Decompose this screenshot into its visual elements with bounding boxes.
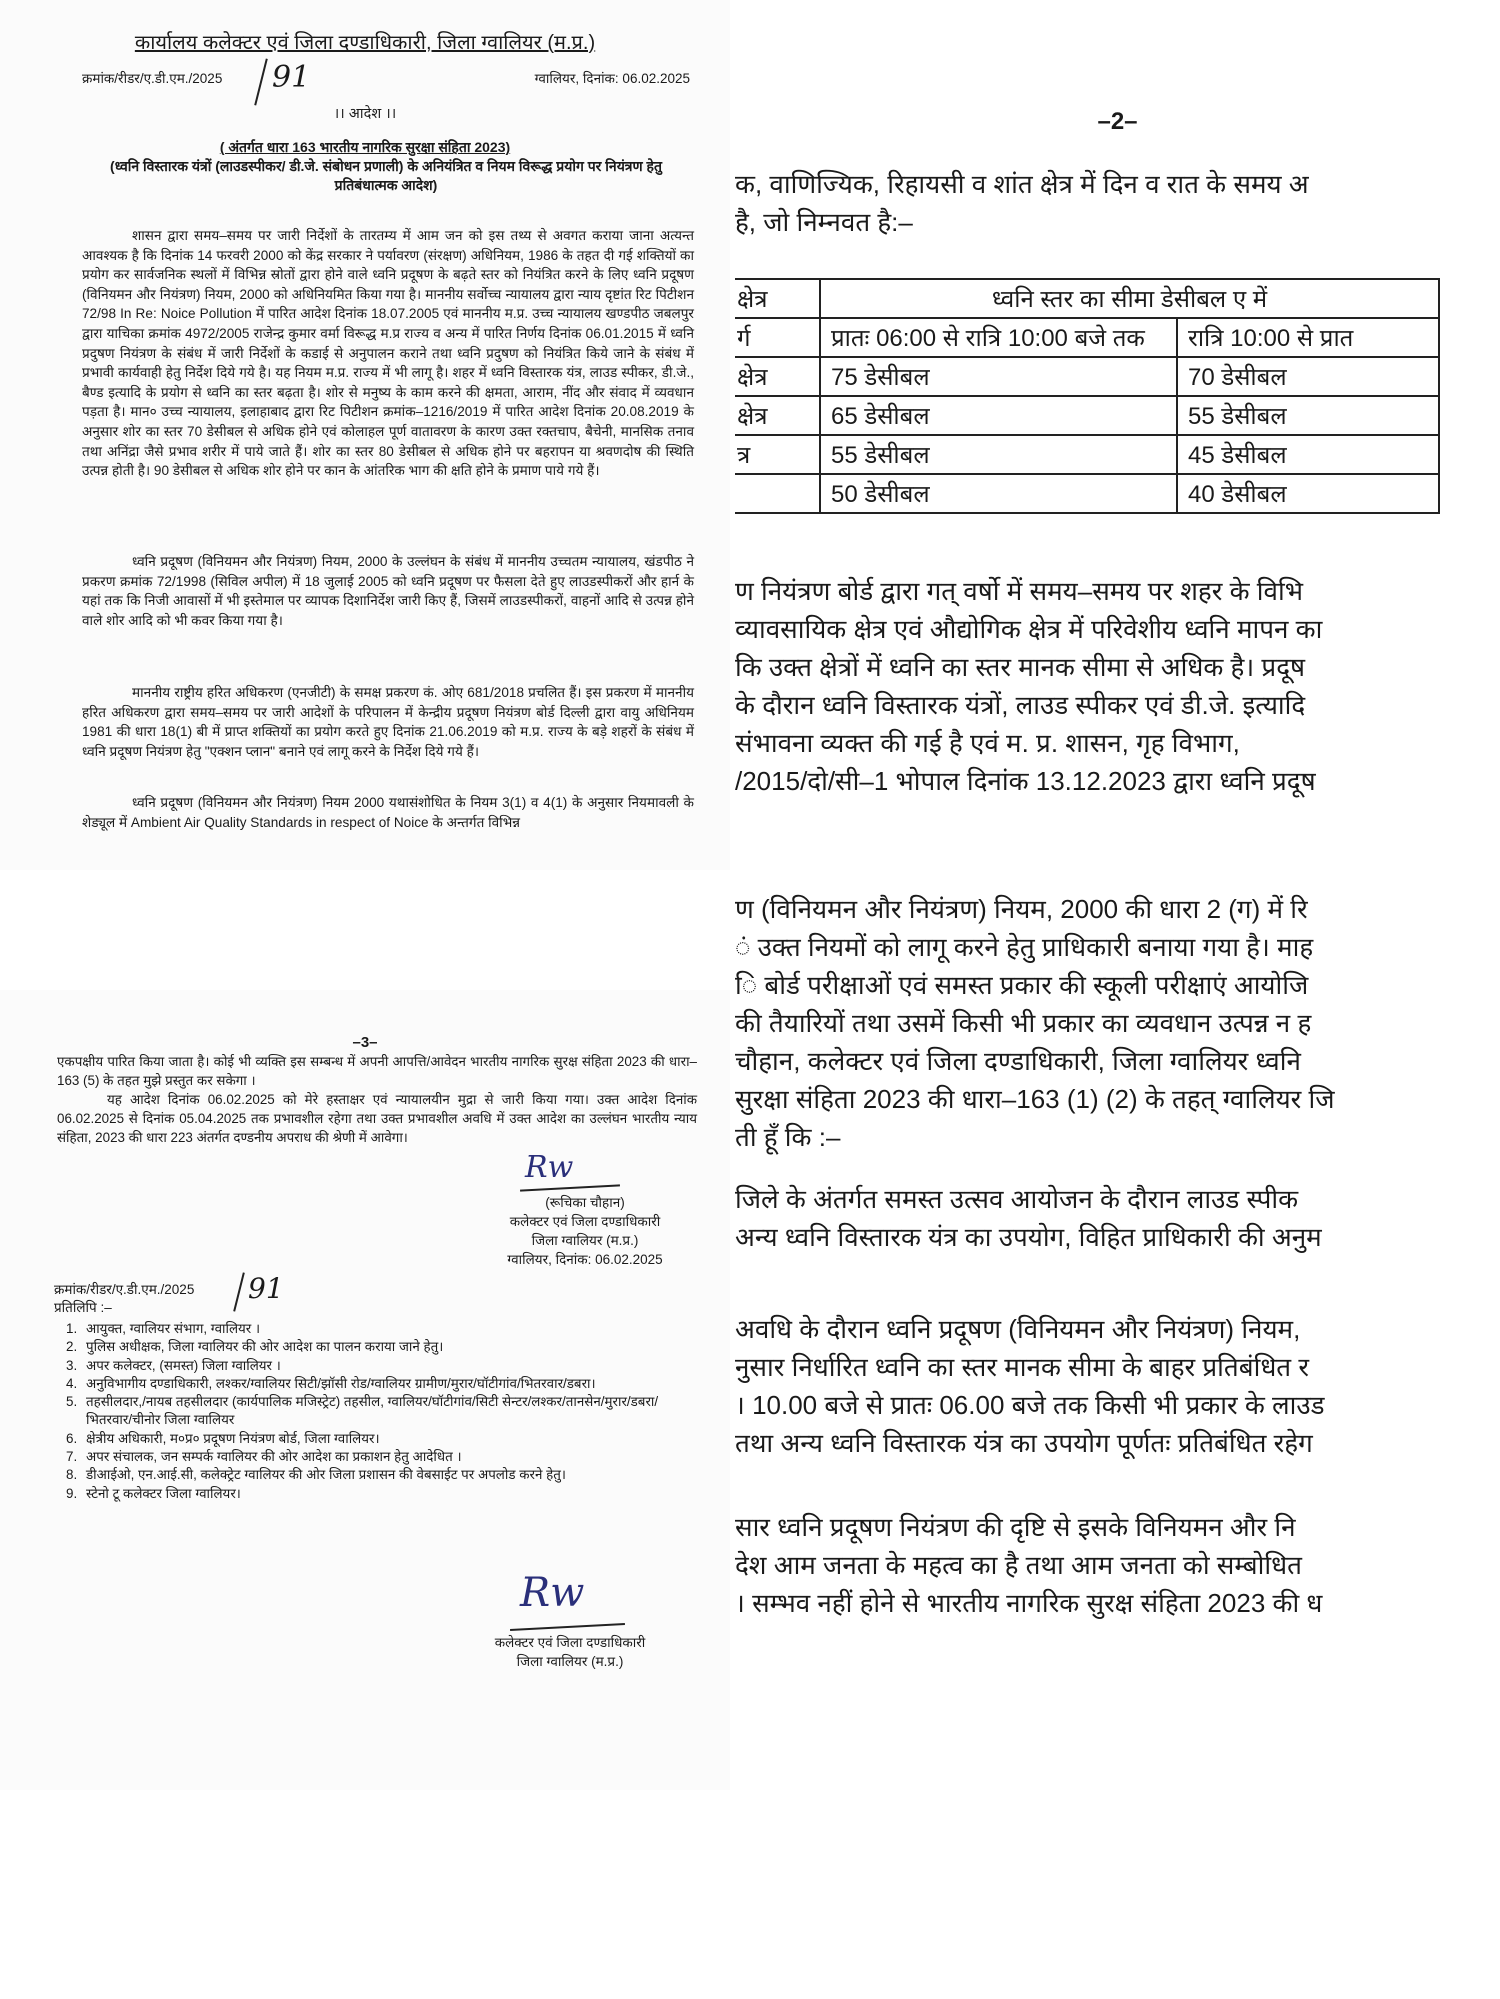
item-number: 4. xyxy=(66,1375,78,1391)
zone-header-2: र्ग xyxy=(735,318,820,357)
item-number: 6. xyxy=(66,1430,78,1446)
day-cell: 55 डेसीबल xyxy=(820,435,1177,474)
reference-slash xyxy=(254,58,268,105)
signatory-date: ग्वालियर, दिनांक: 06.02.2025 xyxy=(507,1252,663,1267)
table-row xyxy=(735,357,1439,396)
line: सार ध्वनि प्रदूषण नियंत्रण की दृष्टि से इसके विनियमन और नि xyxy=(735,1512,1296,1542)
order-heading: ।। आदेश ।। xyxy=(333,106,397,122)
place-date: ग्वालियर, दिनांक: 06.02.2025 xyxy=(534,71,690,86)
item-text: अनुविभागीय दण्डाधिकारी, लश्कर/ग्वालियर सिटी/झॉसी रोड/ग्वालियर ग्रामीण/मुरार/घॉटीगांव/भितरवार/डबरा। xyxy=(86,1375,596,1391)
item-text: अपर कलेक्टर, (समस्त) जिला ग्वालियर । xyxy=(86,1357,281,1373)
list-item xyxy=(66,1466,691,1484)
list-item xyxy=(66,1393,691,1430)
day-cell: 65 डेसीबल xyxy=(820,396,1177,435)
list-item xyxy=(66,1485,691,1503)
page-2 xyxy=(735,0,1500,1999)
item-number: 1. xyxy=(66,1321,78,1336)
night-header: रात्रि 10:00 से प्रात xyxy=(1177,318,1439,357)
signatory-block xyxy=(470,1193,700,1269)
line: ण (विनियमन और नियंत्रण) नियम, 2000 की धारा 2 (ग) में रि xyxy=(735,894,1308,924)
line: व्यावसायिक क्षेत्र एवं औद्योगिक क्षेत्र में परिवेशीय ध्वनि मापन का xyxy=(735,614,1323,644)
paragraph-3: माननीय राष्ट्रीय हरित अधिकरण (एनजीटी) के समक्ष प्रकरण कं. ओए 681/2018 प्रचलित हैं। इस प्रकरण में माननीय हरित अधिकरण द्वारा समय–समय पर जारी आदेशों के परिपालन में केन्द्रीय प्रदूषण नियंत्रण बोर्ड दिल्ली द्वारा वायु अधिनियम 1981 की धारा 18(1) बी में प्राप्त शक्तियों का प्रयोग करते हुए दिनांक 21.06.2019 को म.प्र. राज्य के बड़े शहरों के संबंध में ध्वनि प्रदूषण नियंत्रण हेतु "एक्शन प्लान" बनाने एवं लागू करने के निर्देश दिये गये हैं। xyxy=(82,685,694,759)
line: अन्य ध्वनि विस्तारक यंत्र का उपयोग, विहित प्राधिकारी की अनुम xyxy=(735,1222,1322,1252)
copy-list xyxy=(66,1320,691,1503)
night-cell: 55 डेसीबल xyxy=(1177,396,1439,435)
item-number: 9. xyxy=(66,1485,78,1501)
signatory-title: कलेक्टर एवं जिला दण्डाधिकारी xyxy=(509,1214,661,1229)
footer-title: कलेक्टर एवं जिला दण्डाधिकारी xyxy=(494,1635,646,1650)
line: अवधि के दौरान ध्वनि प्रदूषण (विनियमन और नियंत्रण) नियम, xyxy=(735,1314,1301,1344)
day-cell: 75 डेसीबल xyxy=(820,357,1177,396)
line: ं उक्त नियमों को लागू करने हेतु प्राधिकारी बनाया गया है। माह xyxy=(735,932,1314,962)
office-title: कार्यालय कलेक्टर एवं जिला दण्डाधिकारी, जिला ग्वालियर (म.प्र.) xyxy=(134,32,596,54)
item-number: 2. xyxy=(66,1339,78,1355)
reference-number: क्रमांक/रीडर/ए.डी.एम./2025 xyxy=(82,71,223,86)
page-1 xyxy=(0,0,730,870)
item-number: 7. xyxy=(66,1449,78,1465)
item-text: अपर संचालक, जन सम्पर्क ग्वालियर की ओर आदेश का प्रकाशन हेतु आदेधित । xyxy=(86,1449,462,1465)
day-cell: 50 डेसीबल xyxy=(820,474,1177,513)
line: /2015/दो/सी–1 भोपाल दिनांक 13.12.2023 द्वारा ध्वनि प्रदूष xyxy=(735,766,1316,796)
page-3 xyxy=(0,990,730,1790)
item-text: पुलिस अधीक्षक, जिला ग्वालियर की ओर आदेश का पालन कराया जाने हेतु। xyxy=(86,1339,444,1355)
page-marker: –3– xyxy=(352,1034,378,1051)
reference-number: क्रमांक/रीडर/ए.डी.एम./2025 xyxy=(54,1282,195,1297)
zone-cell: क्षेत्र xyxy=(735,396,820,435)
paragraph-1: शासन द्वारा समय–समय पर जारी निर्देशों के तारतम्य में आम जन को इस तथ्य से अवगत कराया जाना अत्यन्त आवश्यक है कि दिनांक 14 फरवरी 2000 को केंद्र सरकार ने पर्यावरण (संरक्षण) अधिनियम, 1986 के तहत दी गई शक्तियों का प्रयोग कर सार्वजनिक स्थलों में विभिन्न स्रोतों द्वारा होने वाले ध्वनि प्रदूषण के बढ़ते स्तर को नियंत्रित करने के लिए ध्वनि प्रदूषण (विनियमन और नियंत्रण) नियम, 2000 को अधिनियमित किया गया है। माननीय सर्वोच्च न्यायालय द्वारा न्याय दृष्टांत रिट पिटीशन 72/98 In Re: Noice Pollution में पारित आदेश दिनांक 18.07.2005 एवं माननीय म.प्र. उच्च न्यायालय खण्डपीठ जबलपुर द्वारा याचिका क्रमांक 4972/2005 राजेन्द्र कुमार वर्मा विरूद्ध म.प्र राज्य व अन्य में पारित निर्णय दिनांक 06.01.2015 में ध्वनि प्रदुषण नियंत्रण के संबंध में जारी निर्देशों के कडाई से अनुपालन कराने तथा ध्वनि प्रदुषण को नियंत्रित किये जाने के संबंध में प्रभावी कार्यवाही हेतु निर्देश दिये गये है। यह नियम म.प्र. राज्य में भी लागू है। शहर में ध्वनि विस्तारक यंत्र, लाउड स्पीकर, डी.जे., बैण्ड इत्यादि के प्रयोग से ध्वनि का स्तर बढ़ता है। शोर से मनुष्य के काम करने की क्षमता, आराम, नींद और संवाद में व्यवधान पड़ता है। मान० उच्च न्यायालय, इलाहाबाद द्वारा रिट पिटीशन क्रमांक–1216/2019 में पारित आदेश दिनांक 20.08.2019 के अनुसार शोर का स्तर 70 डेसीबल से अधिक होने एवं कोलाहल पूर्ण वातावरण के कारण उक्त रक्तचाप, बैचेनी, मानसिक तनाव तथा अनिंद्रा जैसे प्रभाव शरीर में पाये जाते हैं। शोर का स्तर 80 डेसीबल से अधिक होने पर बहरापन या श्रवणदोष की स्थिति उत्पन्न होती है। 90 डेसीबल से अधिक शोर होने पर कान के आंतरिक भाग की क्षति होने के प्रमाण पाये गये हैं। xyxy=(82,228,694,479)
list-item xyxy=(66,1357,691,1375)
line: तथा अन्य ध्वनि विस्तारक यंत्र का उपयोग पूर्णतः प्रतिबंधित रहेग xyxy=(735,1428,1313,1458)
signatory-name: (रूचिका चौहान) xyxy=(545,1195,625,1210)
footer-district: जिला ग्वालियर (म.प्र.) xyxy=(516,1654,624,1669)
line: के दौरान ध्वनि विस्तारक यंत्रों, लाउड स्पीकर एवं डी.जे. इत्यादि xyxy=(735,690,1306,720)
group-header: ध्वनि स्तर का सीमा डेसीबल ए में xyxy=(820,279,1439,318)
zone-header: क्षेत्र xyxy=(735,279,820,318)
line: संभावना व्यक्त की गई है एवं म. प्र. शासन, गृह विभाग, xyxy=(735,728,1240,758)
subject-line-2: (ध्वनि विस्तारक यंत्रों (लाउडस्पीकर/ डी.जे. संबोधन प्रणाली) के अनियंत्रित व नियम विरूद्ध प्रयोग पर नियंत्रण हेतु प्रतिबंधात्मक आदेश) xyxy=(110,158,662,193)
paragraph-2: यह आदेश दिनांक 06.02.2025 को मेरे हस्ताक्षर एवं न्यायालयीन मुद्रा से जारी किया गया। उक्त आदेश दिनांक 06.02.2025 से दिनांक 05.04.2025 तक प्रभावशील रहेगा तथा उक्त प्रभावशील अवधि में उक्त आदेश का उल्लंघन भारतीय न्याय संहिता, 2023 की धारा 223 अंतर्गत दण्डनीय अपराध की श्रेणी में आवेगा। xyxy=(57,1092,697,1145)
copy-label: प्रतिलिपि :– xyxy=(54,1300,112,1315)
subject-line-1: ( अंतर्गत धारा 163 भारतीय नागरिक सुरक्षा संहिता 2023) xyxy=(219,139,511,155)
table-row xyxy=(735,474,1439,513)
signature-underline xyxy=(520,1184,620,1191)
reference-handwritten-number: 91 xyxy=(272,60,311,95)
item-text: स्टेनो टू कलेक्टर जिला ग्वालियर। xyxy=(86,1485,241,1501)
line: । 10.00 बजे से प्रातः 06.00 बजे तक किसी भी प्रकार के लाउड xyxy=(735,1390,1325,1420)
intro-line-1: क, वाणिज्यिक, रिहायसी व शांत क्षेत्र में दिन व रात के समय अ xyxy=(735,169,1309,199)
day-header: प्रातः 06:00 से रात्रि 10:00 बजे तक xyxy=(820,318,1177,357)
table-row xyxy=(735,396,1439,435)
page-marker: –2– xyxy=(1097,108,1138,135)
line: देश आम जनता के महत्व का है तथा आम जनता को सम्बोधित xyxy=(735,1550,1302,1580)
footer-signature: Rw xyxy=(520,1570,585,1616)
line: जिले के अंतर्गत समस्त उत्सव आयोजन के दौरान लाउड स्पीक xyxy=(735,1184,1299,1214)
footer-signature-underline xyxy=(510,1623,625,1631)
reference-slash xyxy=(233,1272,245,1311)
table-row xyxy=(735,435,1439,474)
reference-handwritten-number: 91 xyxy=(248,1272,284,1305)
list-item xyxy=(66,1448,691,1466)
line: ण नियंत्रण बोर्ड द्वारा गत् वर्षो में समय–समय पर शहर के विभि xyxy=(735,576,1303,606)
night-cell: 70 डेसीबल xyxy=(1177,357,1439,396)
line: की तैयारियों तथा उसमें किसी भी प्रकार का व्यवधान उत्पन्न न ह xyxy=(735,1008,1312,1038)
night-cell: 40 डेसीबल xyxy=(1177,474,1439,513)
paragraph-4: ध्वनि प्रदूषण (विनियमन और नियंत्रण) नियम 2000 यथासंशोधित के नियम 3(1) व 4(1) के अनुसार नियमावली के शेड्यूल में Ambient Air Quality Standards in respect of Noice के अन्तर्गत विभिन्न xyxy=(82,795,694,830)
item-text: क्षेत्रीय अधिकारी, म०प्र० प्रदूषण नियंत्रण बोर्ड, जिला ग्वालियर। xyxy=(86,1430,380,1446)
line: कि उक्त क्षेत्रों में ध्वनि का स्तर मानक सीमा से अधिक है। प्रदूष xyxy=(735,652,1306,682)
paragraph-1: एकपक्षीय पारित किया जाता है। कोई भी व्यक्ति इस सम्बन्ध में अपनी आपत्ति/आवेदन भारतीय नागरिक सुरक्ष संहिता 2023 की धारा–163 (5) के तहत मुझे प्रस्तुत कर सकेगा । xyxy=(57,1054,697,1088)
list-item xyxy=(66,1338,691,1356)
line: चौहान, कलेक्टर एवं जिला दण्डाधिकारी, जिला ग्वालियर ध्वनि xyxy=(735,1046,1301,1076)
item-text: डीआईओ, एन.आई.सी, कलेक्ट्रेट ग्वालियर की ओर जिला प्रशासन की वेबसाईट पर अपलोड करने हेतु। xyxy=(86,1467,566,1483)
item-text: तहसीलदार,/नायब तहसीलदार (कार्यपालिक मजिस्ट्रेट) तहसील, ग्वालियर/घॉटीगांव/सिटी सेन्टर/लश्कर/तानसेन/मुरार/डबरा/ भितरवार/चीनोर जिला ग्वालियर xyxy=(86,1394,659,1428)
signatory-district: जिला ग्वालियर (म.प्र.) xyxy=(531,1233,639,1248)
night-cell: 45 डेसीबल xyxy=(1177,435,1439,474)
paragraph-2: ध्वनि प्रदूषण (विनियमन और नियंत्रण) नियम, 2000 के उल्लंघन के संबंध में माननीय उच्चतम न्यायालय, खंडपीठ ने प्रकरण क्रमांक 72/1998 (सिविल अपील) में 18 जुलाई 2005 को ध्वनि प्रदूषण पर फैसला देते हुए लाउडस्पीकरों और हार्न के यहां तक कि निजी आवासों में भी इस्तेमाल पर व्यापक दिशानिर्देश जारी किए हैं, जिसमें लाउडस्पीकरों, वाहनों आदि से उत्पन्न होने वाले शोर आदि को भी कवर किया गया है। xyxy=(82,554,694,628)
line: ती हूँ कि :– xyxy=(735,1122,841,1152)
list-item xyxy=(66,1320,691,1338)
line: सुरक्षा संहिता 2023 की धारा–163 (1) (2) के तहत् ग्वालियर जि xyxy=(735,1084,1335,1114)
list-item xyxy=(66,1430,691,1448)
zone-cell: त्र xyxy=(735,435,820,474)
line: । सम्भव नहीं होने से भारतीय नागरिक सुरक्ष संहिता 2023 की ध xyxy=(735,1588,1323,1618)
noise-limit-table xyxy=(735,278,1440,514)
list-item xyxy=(66,1375,691,1393)
zone-cell xyxy=(735,474,820,513)
item-number: 5. xyxy=(66,1394,78,1410)
item-number: 3. xyxy=(66,1357,78,1373)
item-number: 8. xyxy=(66,1467,78,1483)
line: ि बोर्ड परीक्षाओं एवं समस्त प्रकार की स्कूली परीक्षाएं आयोजि xyxy=(735,970,1309,1000)
item-text: आयुक्त, ग्वालियर संभाग, ग्वालियर । xyxy=(86,1321,261,1336)
signature: Rw xyxy=(525,1150,574,1185)
zone-cell: क्षेत्र xyxy=(735,357,820,396)
intro-line-2: है, जो निम्नवत है:– xyxy=(735,207,913,237)
footer-signatory-block xyxy=(440,1633,700,1671)
line: नुसार निर्धारित ध्वनि का स्तर मानक सीमा के बाहर प्रतिबंधित र xyxy=(735,1352,1309,1382)
